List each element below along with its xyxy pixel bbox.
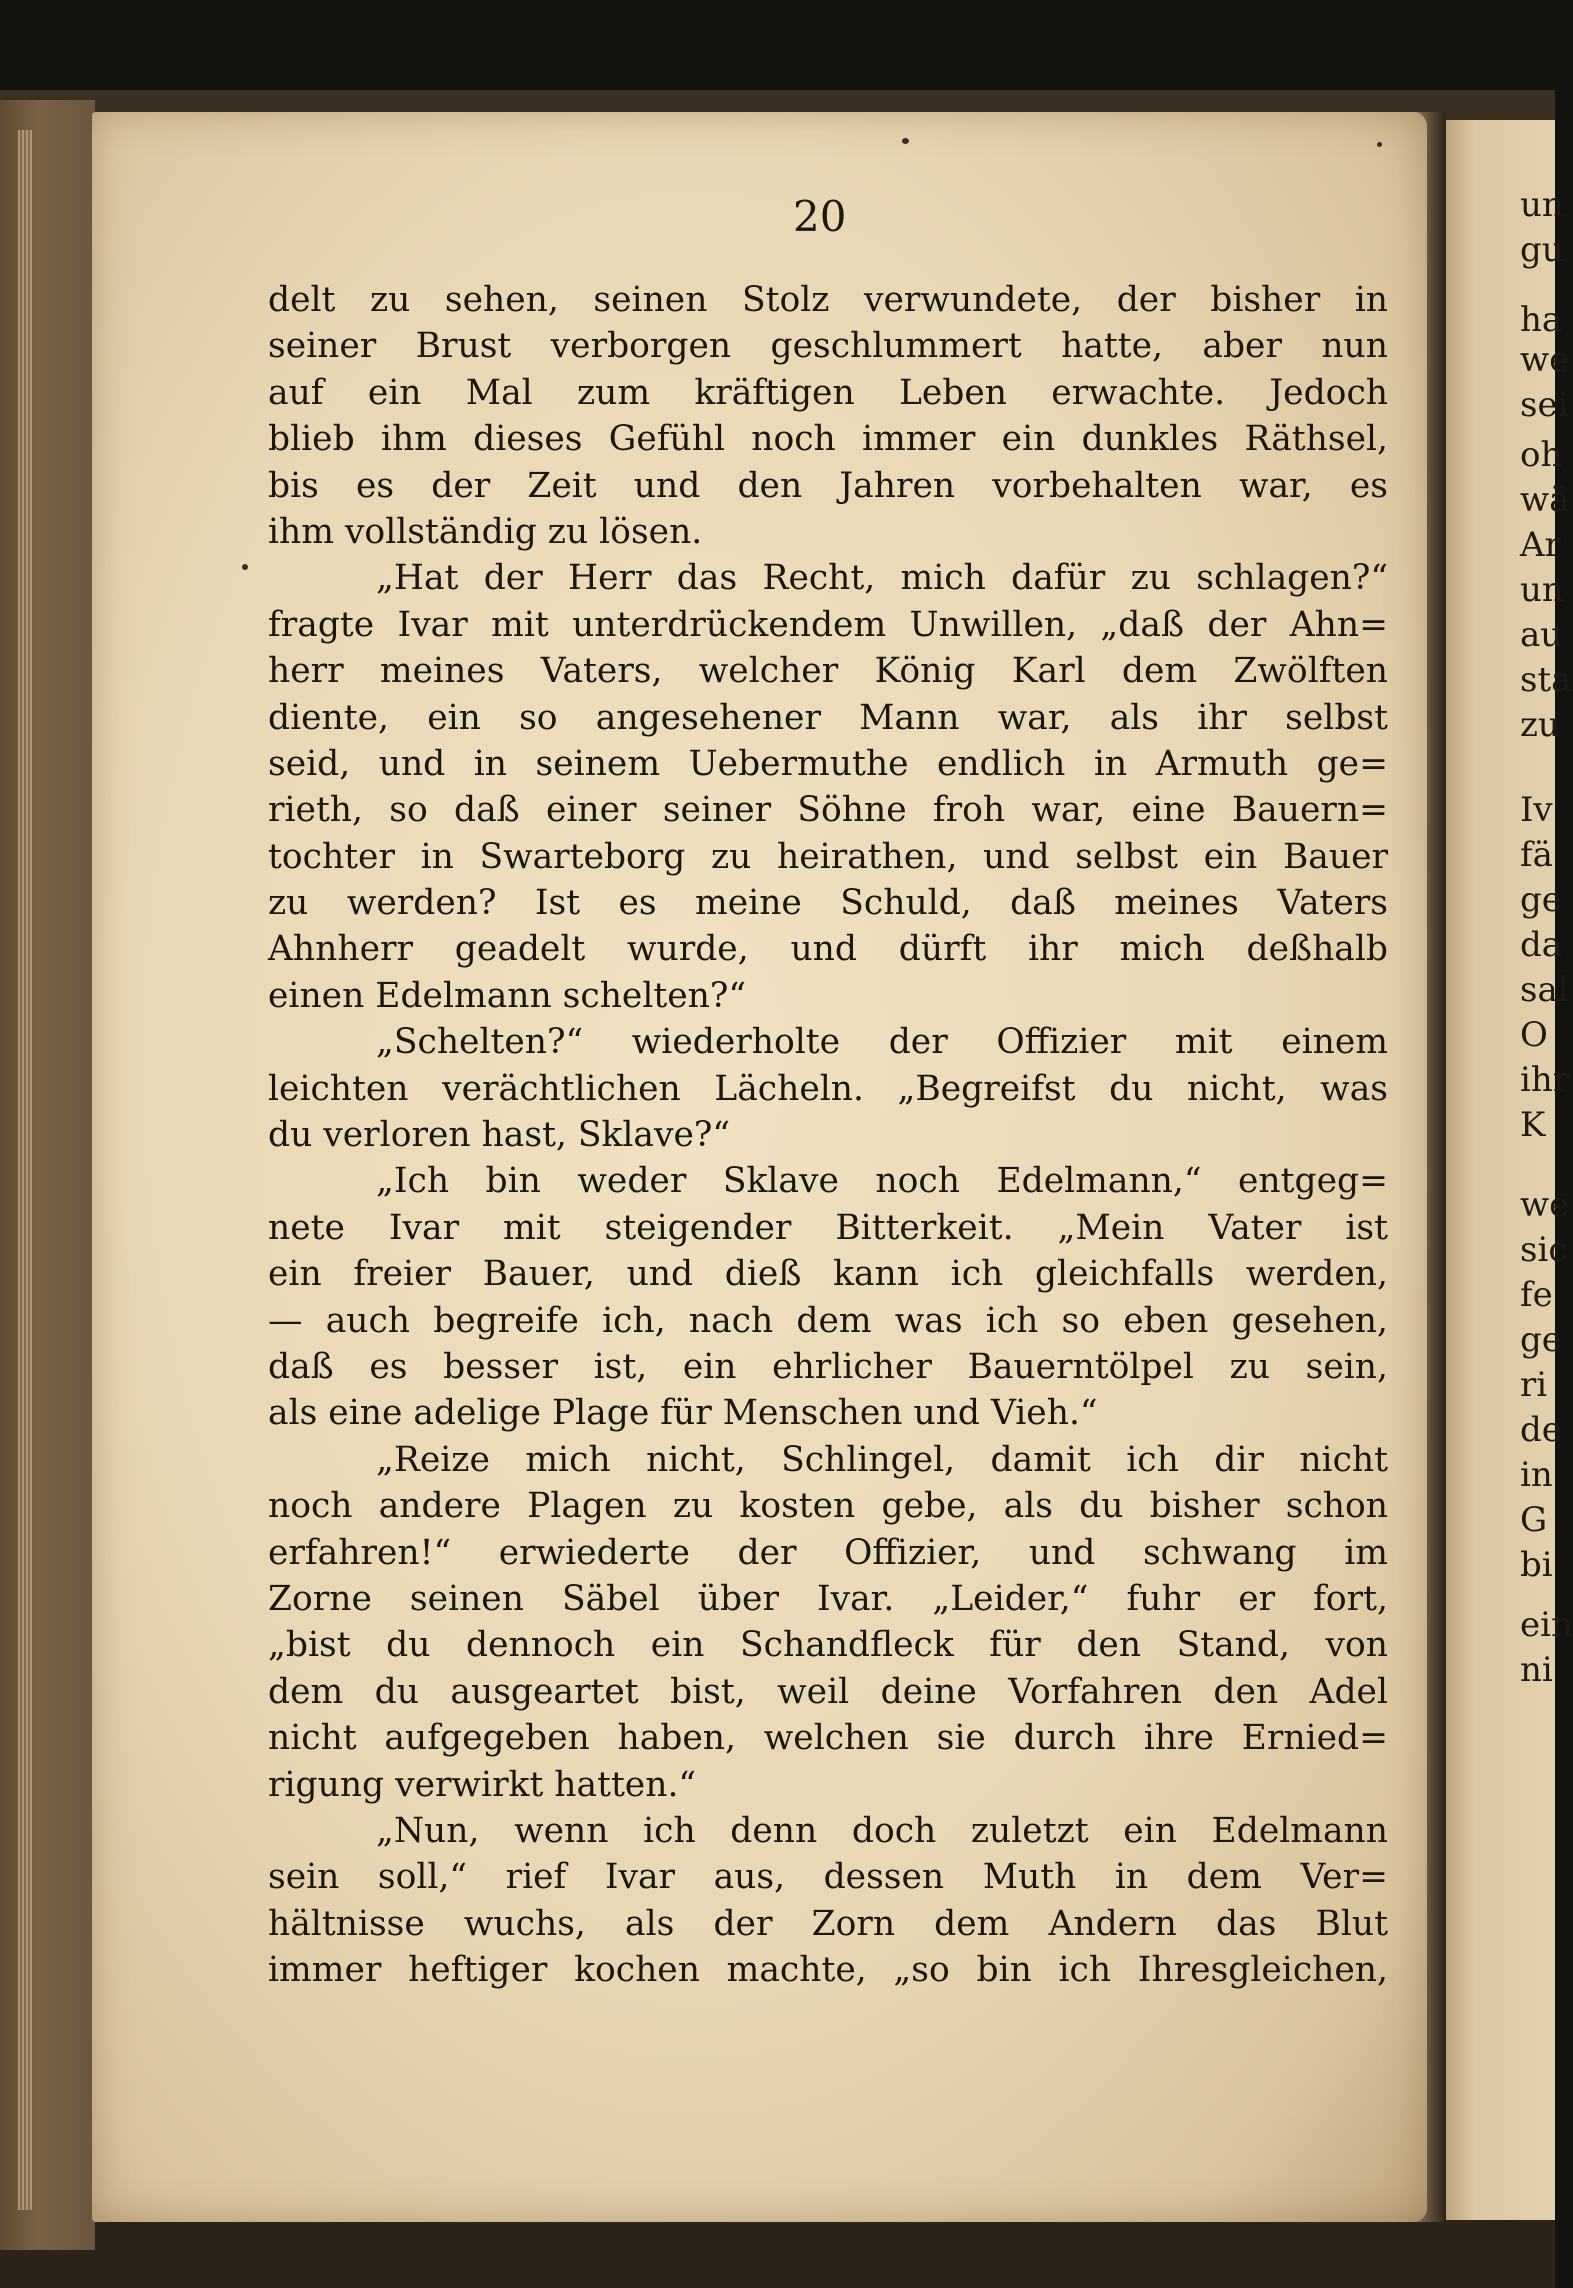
facing-page-fragment: G xyxy=(1520,1500,1548,1540)
facing-page-fragment: ge xyxy=(1520,880,1562,920)
text-line: tochter in Swarteborg zu heirathen, und selbst ein Bauer xyxy=(268,836,1388,877)
facing-page-fragment: un xyxy=(1520,570,1564,610)
facing-page-fragment: bi xyxy=(1520,1545,1553,1585)
text-line: sein soll,“ rief Ivar aus, dessen Muth in dem Ver= xyxy=(268,1857,1388,1898)
text-line: dem du ausgeartet bist, weil deine Vorfahren den Adel xyxy=(268,1671,1388,1712)
facing-page-fragment: fe xyxy=(1520,1275,1553,1315)
text-line: „bist du dennoch ein Schandfleck für den Stand, von xyxy=(268,1625,1388,1666)
facing-page-fragment: ha xyxy=(1520,300,1563,340)
text-line: leichten verächtlichen Lächeln. „Begreifst du nicht, was xyxy=(268,1068,1388,1109)
text-line: immer heftiger kochen machte, „so bin ich Ihresgleichen, xyxy=(268,1950,1388,1991)
facing-page-fragment: sal xyxy=(1520,970,1569,1010)
text-line: — auch begreife ich, nach dem was ich so eben gesehen, xyxy=(268,1300,1388,1341)
facing-page-fragment: Ar xyxy=(1520,525,1561,565)
text-line: rigung verwirkt hatten.“ xyxy=(268,1764,697,1805)
facing-page-fragment: sei xyxy=(1520,385,1569,425)
facing-page-fragment: ni xyxy=(1520,1650,1553,1690)
text-line: herr meines Vaters, welcher König Karl dem Zwölften xyxy=(268,651,1388,692)
facing-page-fragment: K xyxy=(1520,1105,1546,1145)
text-line: seiner Brust verborgen geschlummert hatte, aber nun xyxy=(268,326,1388,367)
text-line: zu werden? Ist es meine Schuld, daß meines Vaters xyxy=(268,883,1388,924)
facing-page-fragment: gu xyxy=(1520,230,1564,270)
facing-page-fragment: de xyxy=(1520,1410,1562,1450)
facing-page-fragment: we xyxy=(1520,340,1570,380)
page-number: 20 xyxy=(793,192,847,241)
text-line: erfahren!“ erwiederte der Offizier, und schwang im xyxy=(268,1532,1388,1573)
facing-page-fragment: oh xyxy=(1520,435,1563,475)
text-line: blieb ihm dieses Gefühl noch immer ein dunkles Räthsel, xyxy=(268,419,1388,460)
facing-page-fragment: sta xyxy=(1520,660,1572,700)
text-line: delt zu sehen, seinen Stolz verwundete, der bisher in xyxy=(268,280,1388,320)
text-line: als eine adelige Plage für Menschen und Vieh.“ xyxy=(268,1393,1098,1434)
text-line: bis es der Zeit und den Jahren vorbehalten war, es xyxy=(268,465,1388,506)
text-line: einen Edelmann schelten?“ xyxy=(268,975,747,1016)
text-line: hältnisse wuchs, als der Zorn dem Andern das Blut xyxy=(268,1903,1388,1944)
facing-page-fragment: wä xyxy=(1520,480,1570,520)
text-line: nicht aufgegeben haben, welchen sie durch ihre Ernied= xyxy=(268,1718,1388,1759)
facing-page-fragment: ri xyxy=(1520,1365,1548,1405)
facing-page-fragment: Iv xyxy=(1520,790,1553,830)
facing-page-fragment: ge xyxy=(1520,1320,1562,1360)
text-line: fragte Ivar mit unterdrückendem Unwillen, „daß der Ahn= xyxy=(268,604,1388,645)
text-line: seid, und in seinem Uebermuthe endlich in Armuth ge= xyxy=(268,743,1388,784)
paper-speck xyxy=(902,138,909,144)
facing-page-fragment: un xyxy=(1520,185,1564,225)
facing-page-fragment: sic xyxy=(1520,1230,1568,1270)
facing-page-fragment: au xyxy=(1520,615,1563,655)
facing-page-fragment: ein xyxy=(1520,1605,1573,1645)
paper-speck xyxy=(1377,142,1382,147)
facing-page-fragment: we xyxy=(1520,1185,1570,1225)
facing-page-fragment: fä xyxy=(1520,835,1553,875)
text-line: rieth, so daß einer seiner Söhne froh war, eine Bauern= xyxy=(268,790,1388,831)
text-line: du verloren hast, Sklave?“ xyxy=(268,1115,731,1156)
book-spine xyxy=(0,100,95,2250)
text-line: „Ich bin weder Sklave noch Edelmann,“ entgeg= xyxy=(376,1161,1388,1202)
facing-page-fragment: zu xyxy=(1520,705,1560,745)
facing-page-fragment: O xyxy=(1520,1015,1548,1055)
facing-page-fragment: da xyxy=(1520,925,1563,965)
text-line: „Hat der Herr das Recht, mich dafür zu schlagen?“ xyxy=(376,558,1388,599)
text-line: ihm vollständig zu lösen. xyxy=(268,511,703,552)
text-line: „Reize mich nicht, Schlingel, damit ich dir nicht xyxy=(376,1439,1388,1480)
text-line: auf ein Mal zum kräftigen Leben erwachte. Jedoch xyxy=(268,372,1388,413)
paper-speck xyxy=(242,564,248,570)
text-line: „Schelten?“ wiederholte der Offizier mit einem xyxy=(376,1022,1388,1063)
text-line: noch andere Plagen zu kosten gebe, als du bisher schon xyxy=(268,1486,1388,1527)
facing-page-fragment: ihr xyxy=(1520,1060,1570,1100)
text-line: nete Ivar mit steigender Bitterkeit. „Mein Vater ist xyxy=(268,1207,1388,1248)
text-line: Ahnherr geadelt wurde, und dürft ihr mich deßhalb xyxy=(268,929,1388,970)
facing-page-fragment: in xyxy=(1520,1455,1553,1495)
page-edges xyxy=(18,130,32,2210)
text-line: „Nun, wenn ich denn doch zuletzt ein Edelmann xyxy=(376,1810,1388,1851)
text-line: ein freier Bauer, und dieß kann ich gleichfalls werden, xyxy=(268,1254,1388,1295)
text-line: daß es besser ist, ein ehrlicher Bauerntölpel zu sein, xyxy=(268,1346,1388,1387)
text-line: Zorne seinen Säbel über Ivar. „Leider,“ fuhr er fort, xyxy=(268,1578,1388,1619)
page-text xyxy=(268,277,1388,1993)
text-line: diente, ein so angesehener Mann war, als ihr selbst xyxy=(268,697,1388,738)
